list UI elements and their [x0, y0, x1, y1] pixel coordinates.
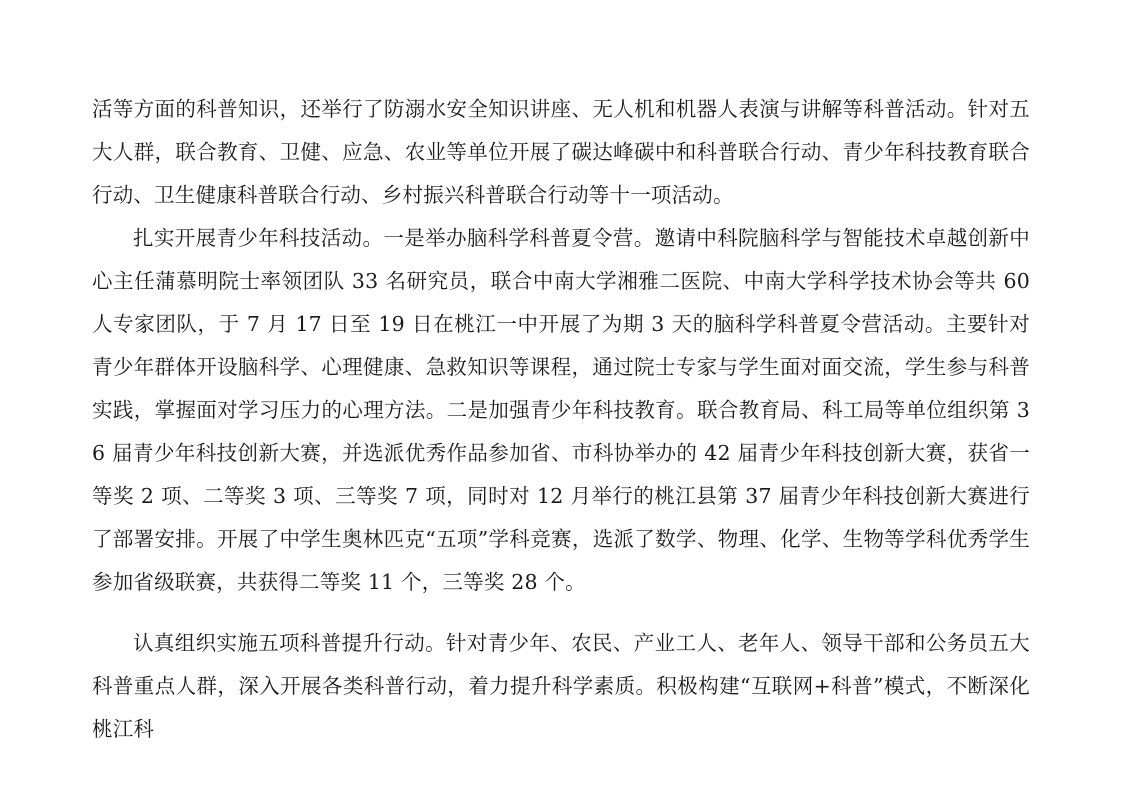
- paragraph-1: 活等方面的科普知识，还举行了防溺水安全知识讲座、无人机和机器人表演与讲解等科普活动。针对五大人群，联合教育、卫健、应急、农业等单位开展了碳达峰碳中和科普联合行动、青少年科技教育联合行动、卫生健康科普联合行动、乡村振兴科普联合行动等十一项活动。: [92, 97, 1030, 207]
- document-body: [92, 88, 1030, 751]
- paragraph-3: 认真组织实施五项科普提升行动。针对青少年、农民、产业工人、老年人、领导干部和公务员五大科普重点人群，深入开展各类科普行动，着力提升科学素质。积极构建“互联网+科普”模式，不断深化桃江科: [92, 631, 1030, 741]
- paragraph-2: 扎实开展青少年科技活动。一是举办脑科学科普夏令营。邀请中科院脑科学与智能技术卓越创新中心主任蒲慕明院士率领团队 33 名研究员，联合中南大学湘雅二医院、中南大学科学技术协会等共 60 人专家团队，于 7 月 17 日至 19 日在桃江一中开展了为期 3 天的脑科学科普夏令营活动。主要针对青少年群体开设脑科学、心理健康、急救知识等课程，通过院士专家与学生面对面交流，学生参与科普实践，掌握面对学习压力的心理方法。二是加强青少年科技教育。联合教育局、科工局等单位组织第 36 届青少年科技创新大赛，并选派优秀作品参加省、市科协举办的 42 届青少年科技创新大赛，获省一等奖 2 项、二等奖 3 项、三等奖 7 项，同时对 12 月举行的桃江县第 37 届青少年科技创新大赛进行了部署安排。开展了中学生奥林匹克“五项”学科竞赛，选派了数学、物理、化学、生物等学科优秀学生参加省级联赛，共获得二等奖 11 个，三等奖 28 个。: [92, 226, 1030, 594]
